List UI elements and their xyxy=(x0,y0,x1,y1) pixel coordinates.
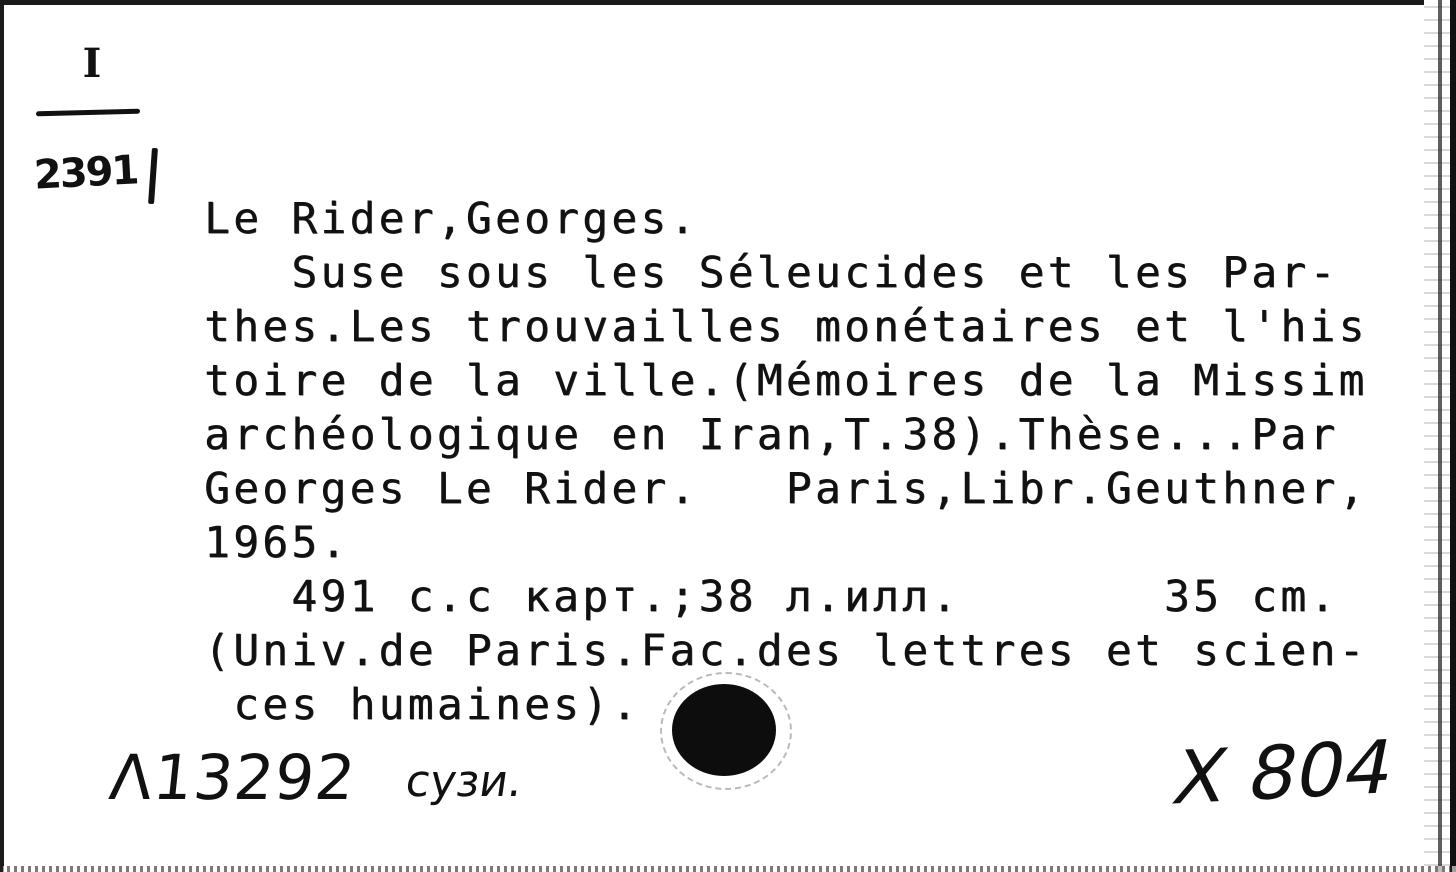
shelf-mark-roman: I xyxy=(82,40,102,87)
entry-line: archéologique en Iran,T.38).Thèse...Par xyxy=(204,410,1339,460)
entry-line-year: 1965. xyxy=(204,518,350,568)
entry-line-collation: 491 с.с карт.;38 л.илл. 35 cm. xyxy=(204,572,1339,622)
entry-line: Georges Le Rider. Paris,Libr.Geuthner, xyxy=(204,464,1368,514)
scan-border-right-edge xyxy=(1450,0,1456,872)
scan-border-top xyxy=(0,0,1456,5)
accession-note: сузи. xyxy=(402,756,526,807)
scan-border-left xyxy=(0,0,4,872)
shelf-mark-divider xyxy=(36,109,140,117)
entry-line-author: Le Rider,Georges. xyxy=(204,194,699,244)
entry-line-series: ces humaines). xyxy=(204,680,641,730)
scan-border-bottom xyxy=(0,866,1456,872)
scan-border-right-line xyxy=(1438,0,1442,872)
accession-number: Λ13292 xyxy=(106,741,360,814)
shelf-mark-stroke xyxy=(148,148,158,204)
bibliographic-entry xyxy=(204,192,1434,732)
punch-hole xyxy=(672,684,776,776)
entry-line: toire de la ville.(Mémoires de la Missim xyxy=(204,356,1368,406)
department-mark: X 804 xyxy=(1166,724,1402,822)
shelf-mark-number: 2391 xyxy=(32,147,139,199)
entry-line: Suse sous les Séleucides et les Par- xyxy=(204,248,1339,298)
entry-line: thes.Les trouvailles monétaires et l'his xyxy=(204,302,1368,352)
entry-line-series: (Univ.de Paris.Fac.des lettres et scien- xyxy=(204,626,1368,676)
